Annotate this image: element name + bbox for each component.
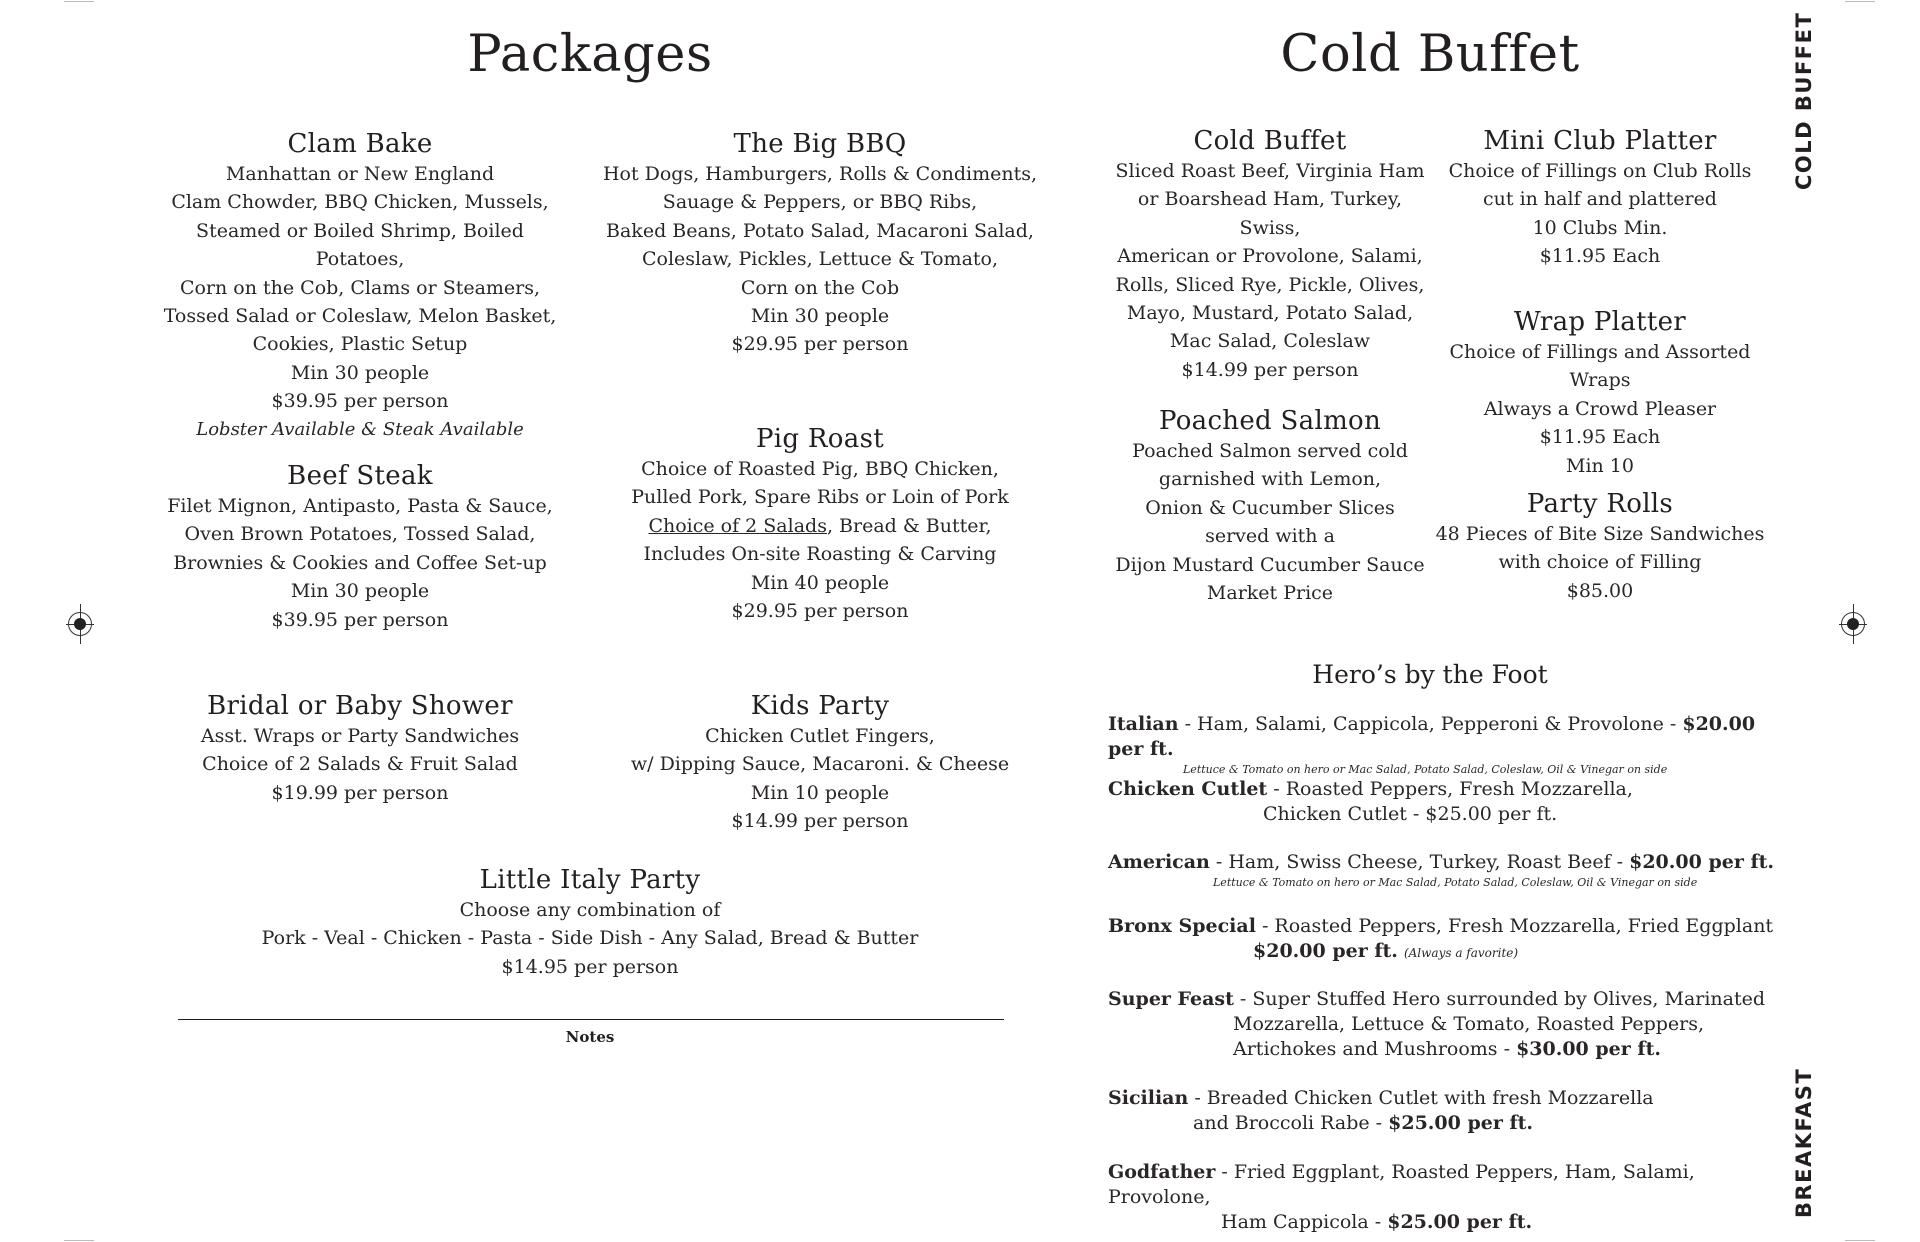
- package-line: Corn on the Cob, Clams or Steamers,: [179, 276, 541, 299]
- package-line-rest: , Bread & Butter,: [826, 514, 992, 537]
- package-price: $19.99 per person: [271, 781, 449, 804]
- hero-note: Lettuce & Tomato on hero or Mac Salad, Potato Salad, Coleslaw, Oil & Vinegar on side: [1183, 763, 1668, 776]
- package-line: Pork - Veal - Chicken - Pasta - Side Dish - Any Salad, Bread & Butter: [261, 927, 919, 950]
- package-line: [600, 512, 1040, 540]
- hero-item-godfather: [1108, 1160, 1788, 1235]
- package-pig-roast: [600, 423, 1040, 625]
- package-price: $39.95 per person: [271, 390, 449, 413]
- registration-mark-icon: [68, 612, 92, 636]
- crop-mark: [64, 1, 94, 2]
- hero-desc: - Roasted Peppers, Fresh Mozzarella, Fried Eggplant: [1255, 915, 1774, 937]
- item-line: American or Provolone, Salami,: [1117, 245, 1423, 268]
- package-name: Kids Party: [750, 691, 890, 721]
- cold-buffet-item: [1110, 125, 1430, 384]
- item-price: $14.99 per person: [1181, 358, 1359, 381]
- package-line: Filet Mignon, Antipasto, Pasta & Sauce,: [167, 495, 553, 517]
- package-line: Hot Dogs, Hamburgers, Rolls & Condiments,: [602, 163, 1038, 185]
- item-price: $11.95 Each: [1539, 245, 1661, 268]
- item-name: Cold Buffet: [1193, 126, 1347, 156]
- package-line: Coleslaw, Pickles, Lettuce & Tomato,: [641, 248, 999, 271]
- package-line: Choose any combination of: [459, 899, 721, 921]
- hero-desc: - Breaded Chicken Cutlet with fresh Mozzarella: [1188, 1087, 1654, 1109]
- package-line: Clam Chowder, BBQ Chicken, Mussels,: [171, 191, 549, 214]
- hero-desc: - Ham, Swiss Cheese, Turkey, Roast Beef -: [1209, 851, 1630, 873]
- package-price: $29.95 per person: [731, 333, 909, 356]
- item-line: or Boarshead Ham, Turkey, Swiss,: [1137, 188, 1403, 239]
- hero-price: $20.00 per ft.: [1253, 940, 1398, 962]
- package-line: Includes On-site Roasting & Carving: [643, 543, 997, 566]
- hero-note: Lettuce & Tomato on hero or Mac Salad, Potato Salad, Coleslaw, Oil & Vinegar on side: [1213, 876, 1698, 889]
- package-line: Asst. Wraps or Party Sandwiches: [200, 725, 520, 747]
- hero-item-sicilian: [1108, 1086, 1788, 1136]
- hero-desc: and Broccoli Rabe -: [1193, 1112, 1389, 1134]
- hero-desc-line: [1108, 1111, 1788, 1136]
- hero-price: $25.00 per ft.: [1387, 1211, 1533, 1233]
- package-min: Min 40 people: [750, 571, 890, 594]
- package-name: Pig Roast: [756, 424, 884, 454]
- hero-item-italian: [1108, 712, 1788, 778]
- notes-line: [178, 1019, 1004, 1020]
- item-line: Sliced Roast Beef, Virginia Ham: [1115, 160, 1425, 182]
- hero-desc: Artichokes and Mushrooms -: [1233, 1038, 1517, 1060]
- package-big-bbq: [600, 128, 1040, 359]
- package-min: Min 10 people: [750, 781, 890, 804]
- item-line: with choice of Filling: [1498, 551, 1702, 574]
- package-line: w/ Dipping Sauce, Macaroni. & Cheese: [630, 753, 1010, 776]
- item-line: Poached Salmon served cold: [1132, 440, 1408, 462]
- item-name: Party Rolls: [1526, 489, 1674, 519]
- package-line: Tossed Salad or Coleslaw, Melon Basket,: [163, 305, 557, 328]
- hero-desc-line: Mozzarella, Lettuce & Tomato, Roasted Peppers,: [1233, 1013, 1705, 1035]
- item-line: Mac Salad, Coleslaw: [1169, 330, 1371, 353]
- package-name: Little Italy Party: [479, 865, 701, 895]
- package-name: Clam Bake: [287, 129, 433, 159]
- hero-name: Super Feast: [1108, 988, 1234, 1010]
- package-name: Bridal or Baby Shower: [207, 691, 513, 721]
- cold-buffet-page-title: Cold Buffet: [1280, 25, 1580, 84]
- mini-club-platter-item: [1420, 125, 1780, 271]
- hero-price: $20.00 per ft.: [1629, 851, 1775, 873]
- package-line: Manhattan or New England: [225, 163, 495, 185]
- package-clam-bake: [150, 128, 570, 444]
- item-line: Rolls, Sliced Rye, Pickle, Olives,: [1115, 273, 1425, 296]
- tab-cold-buffet[interactable]: COLD BUFFET: [1792, 11, 1816, 190]
- hero-item-bronx-special: [1108, 914, 1788, 966]
- hero-favorite-note: (Always a favorite): [1403, 946, 1519, 960]
- item-name: Wrap Platter: [1513, 307, 1687, 337]
- package-line: Choice of 2 Salads & Fruit Salad: [202, 753, 518, 776]
- crop-mark: [1845, 1240, 1875, 1241]
- hero-price: $25.00 per ft.: [1388, 1112, 1534, 1134]
- package-min: Min 30 people: [290, 361, 430, 384]
- hero-desc: - Ham, Salami, Cappicola, Pepperoni & Provolone -: [1178, 713, 1683, 735]
- item-line: cut in half and plattered: [1483, 188, 1717, 211]
- package-price: $14.95 per person: [501, 955, 679, 978]
- item-line: Always a Crowd Pleaser: [1483, 397, 1717, 420]
- package-line: Choice of Roasted Pig, BBQ Chicken,: [641, 458, 999, 480]
- hero-name: Sicilian: [1108, 1087, 1189, 1109]
- poached-salmon-item: [1110, 405, 1430, 607]
- salad-choice-underlined: Choice of 2 Salads: [648, 514, 827, 537]
- notes-label: Notes: [565, 1028, 615, 1046]
- hero-desc-line: Chicken Cutlet - $25.00 per ft.: [1263, 803, 1558, 825]
- package-note: Lobster Available & Steak Available: [196, 418, 524, 440]
- crop-mark: [64, 1240, 94, 1241]
- item-line: garnished with Lemon,: [1158, 468, 1382, 491]
- hero-item-american: [1108, 850, 1788, 891]
- package-beef-steak: [150, 460, 570, 634]
- tab-breakfast[interactable]: BREAKFAST: [1792, 1067, 1816, 1218]
- package-line: Baked Beans, Potato Salad, Macaroni Salad,: [606, 219, 1034, 242]
- hero-price: $20.00 per ft.: [1108, 713, 1756, 760]
- package-little-italy: [230, 864, 950, 981]
- hero-name: Godfather: [1108, 1161, 1216, 1183]
- item-line: 10 Clubs Min.: [1532, 216, 1668, 239]
- item-line: Choice of Fillings and Assorted Wraps: [1449, 341, 1751, 392]
- hero-item-chicken-cutlet: [1108, 777, 1788, 827]
- hero-desc-line: [1108, 1210, 1788, 1235]
- hero-desc: - Super Stuffed Hero surrounded by Olives, Marinated: [1233, 988, 1766, 1010]
- item-name: Mini Club Platter: [1483, 126, 1717, 156]
- package-name: The Big BBQ: [733, 129, 907, 159]
- package-line: Brownies & Cookies and Coffee Set-up: [173, 551, 547, 574]
- package-line: Sauage & Peppers, or BBQ Ribs,: [662, 191, 978, 214]
- item-line: Dijon Mustard Cucumber Sauce: [1115, 553, 1425, 576]
- hero-desc: - Fried Eggplant, Roasted Peppers, Ham, Salami, Provolone,: [1108, 1161, 1695, 1208]
- package-bridal-shower: [150, 690, 570, 807]
- package-min: Min 30 people: [290, 580, 430, 603]
- wrap-platter-item: [1420, 306, 1780, 480]
- package-min: Min 30 people: [750, 305, 890, 328]
- item-line: Onion & Cucumber Slices: [1145, 496, 1395, 519]
- item-min: Min 10: [1566, 454, 1634, 477]
- hero-name: Italian: [1108, 713, 1179, 735]
- item-price: $11.95 Each: [1539, 426, 1661, 449]
- package-price: $39.95 per person: [271, 608, 449, 631]
- item-line: Choice of Fillings on Club Rolls: [1448, 160, 1752, 182]
- hero-item-super-feast: [1108, 987, 1788, 1062]
- package-line: Corn on the Cob: [740, 276, 900, 299]
- hero-name: Chicken Cutlet: [1108, 778, 1268, 800]
- package-line: Steamed or Boiled Shrimp, Boiled Potatoes,: [196, 219, 524, 271]
- hero-price: $30.00 per ft.: [1516, 1038, 1661, 1060]
- package-line: Pulled Pork, Spare Ribs or Loin of Pork: [631, 486, 1009, 509]
- package-price: $29.95 per person: [731, 600, 909, 623]
- packages-page-title: Packages: [467, 25, 713, 84]
- crop-mark: [1845, 1, 1875, 2]
- registration-mark-icon: [1841, 612, 1865, 636]
- hero-desc: Ham Cappicola -: [1221, 1211, 1388, 1233]
- heros-section-title: Hero’s by the Foot: [1312, 660, 1548, 689]
- hero-name: American: [1108, 851, 1210, 873]
- item-line: 48 Pieces of Bite Size Sandwiches: [1435, 523, 1765, 545]
- hero-desc-line: [1108, 1037, 1788, 1062]
- item-line: served with a: [1205, 525, 1335, 548]
- hero-name: Bronx Special: [1108, 915, 1256, 937]
- package-kids-party: [600, 690, 1040, 836]
- item-line: Mayo, Mustard, Potato Salad,: [1126, 302, 1414, 325]
- hero-desc: - Roasted Peppers, Fresh Mozzarella,: [1267, 778, 1633, 800]
- item-price: $85.00: [1566, 579, 1634, 602]
- package-line: Chicken Cutlet Fingers,: [705, 725, 935, 747]
- package-price: $14.99 per person: [731, 810, 909, 833]
- hero-price-line: [1108, 939, 1788, 966]
- party-rolls-item: [1420, 488, 1780, 605]
- package-name: Beef Steak: [287, 461, 433, 491]
- package-line: Cookies, Plastic Setup: [252, 333, 468, 356]
- item-price: Market Price: [1206, 582, 1334, 605]
- item-name: Poached Salmon: [1158, 406, 1382, 436]
- package-line: Oven Brown Potatoes, Tossed Salad,: [184, 523, 536, 546]
